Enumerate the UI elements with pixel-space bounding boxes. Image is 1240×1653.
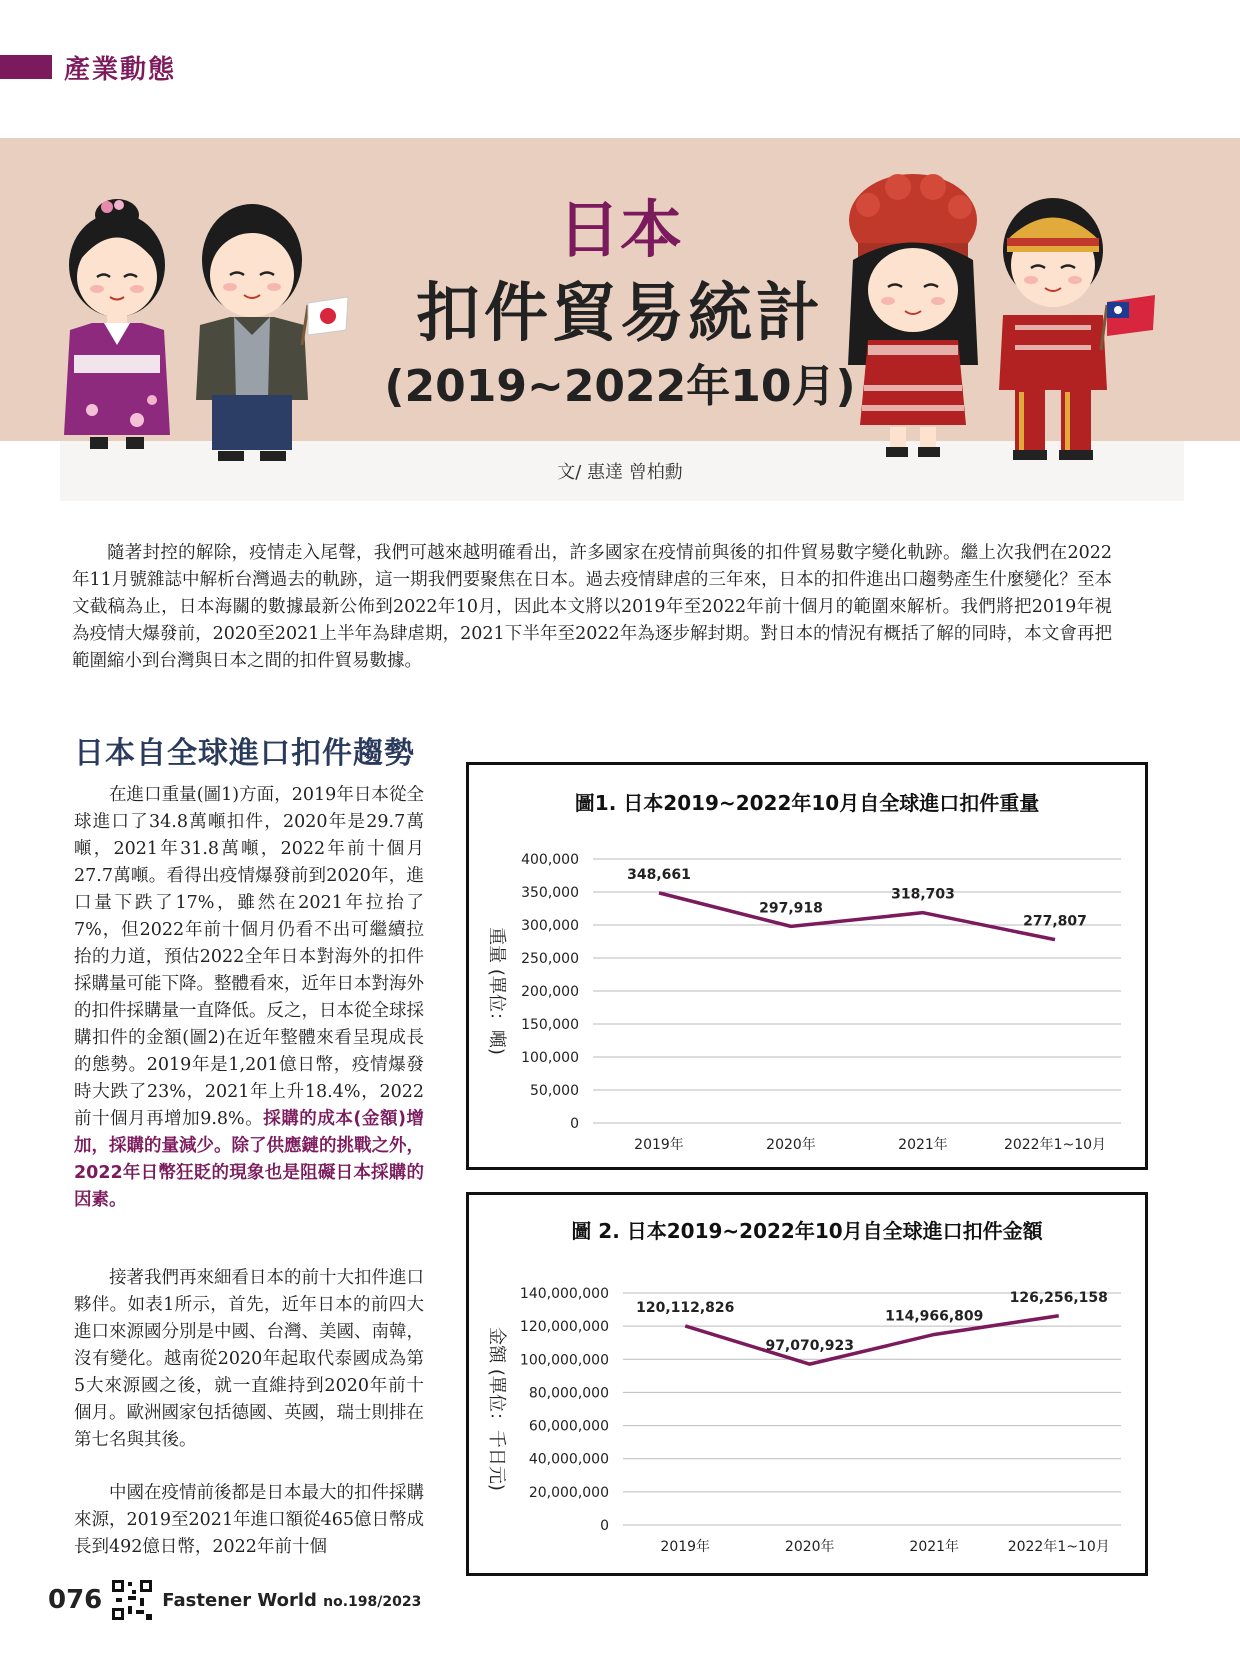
- y-tick-label: 100,000,000: [519, 1352, 609, 1369]
- intro-paragraph: 隨著封控的解除，疫情走入尾聲，我們可越來越明確看出，許多國家在疫情前與後的扣件貿易數字變化軌跡。繼上次我們在2022年11月號雜誌中解析台灣過去的軌跡，這一期我們要聚焦在日本。過去疫情肆虐的三年來，日本的扣件進出口趨勢產生什麼變化？至本文截稿為止，日本海關的數據最新公佈到2022年10月，因此本文將以2019年至2022年前十個月的範圍來解析。我們將把2019年視為疫情大爆發前，2020至2021上半年為肆虐期，2021下半年至2022年為逐步解封期。對日本的情況有概括了解的同時，本文會再把範圍縮小到台灣與日本之間的扣件貿易數據。: [72, 543, 1112, 671]
- y-axis-label: 重量 (單位：噸): [486, 927, 507, 1055]
- paragraph-text: 在進口重量(圖1)方面，2019年日本從全球進口了34.8萬噸扣件，2020年是29.7萬噸，2021年31.8萬噸，2022年前十個月27.7萬噸。看得出疫情爆發前到2020年，進口量下跌了17%，雖然在2021年拉抬了7%，但2022年前十個月仍看不出可繼續拉抬的力道，預估2022全年日本對海外的扣件採購量可能下降。整體看來，近年日本對海外的扣件採購量一直降低。反之，日本從全球採購扣件的金額(圖2)在近年整體來看呈現成長的態勢。2019年是1,201億日幣，疫情爆發時大跌了23%，2021年上升18.4%，2022前十個月再增加9.8%。: [74, 785, 424, 1129]
- y-tick-label: 200,000: [521, 984, 579, 1000]
- y-tick-label: 250,000: [521, 951, 579, 967]
- data-label: 348,661: [627, 866, 691, 883]
- x-tick-label: 2021年: [898, 1137, 948, 1153]
- chart-1-plot: [469, 765, 1145, 1167]
- y-axis-label: 金額 (單位：千日元): [486, 1327, 507, 1491]
- data-label: 297,918: [759, 900, 823, 917]
- article-column-1: [74, 782, 424, 1214]
- x-tick-label: 2022年1~10月: [1007, 1539, 1110, 1555]
- issue-number: no.198/2023: [323, 1593, 422, 1610]
- x-tick-label: 2019年: [634, 1137, 684, 1153]
- y-tick-label: 60,000,000: [528, 1418, 609, 1435]
- series-line: [685, 1316, 1059, 1364]
- chart-2-frame: [466, 1192, 1148, 1576]
- magazine-name: [162, 1590, 421, 1611]
- x-tick-label: 2020年: [766, 1137, 816, 1153]
- y-tick-label: 0: [600, 1518, 609, 1534]
- y-tick-label: 80,000,000: [528, 1385, 609, 1402]
- chart-2-title: 圖 2. 日本2019~2022年10月自全球進口扣件金額: [571, 1219, 1043, 1243]
- y-tick-label: 50,000: [530, 1083, 579, 1099]
- data-label: 318,703: [891, 886, 955, 903]
- y-tick-label: 40,000,000: [528, 1451, 609, 1468]
- y-tick-label: 300,000: [521, 918, 579, 934]
- x-tick-label: 2019年: [660, 1539, 711, 1555]
- page-number: 076: [48, 1585, 103, 1615]
- data-label: 97,070,923: [765, 1338, 855, 1355]
- article-paragraph: 中國在疫情前後都是日本最大的扣件採購來源，2019至2021年進口額從465億日幣成長到492億日幣，2022年前十個: [74, 1483, 424, 1557]
- y-tick-label: 120,000,000: [519, 1319, 609, 1336]
- article-column-2: [74, 1265, 424, 1454]
- y-tick-label: 20,000,000: [528, 1484, 609, 1501]
- chart-2-plot: [469, 1195, 1145, 1573]
- highlighted-text: 採購的成本(金額)增加，採購的量減少。除了供應鏈的挑戰之外，2022年日幣狂貶的現象也是阻礙日本採購的因素。: [74, 1109, 424, 1210]
- article-column-3: [74, 1480, 424, 1561]
- title-line-3: (2019~2022年10月): [384, 361, 856, 412]
- author-byline: 文/ 惠達 曾柏勳: [557, 462, 683, 483]
- article-paragraph: 接著我們再來細看日本的前十大扣件進口夥伴。如表1所示，首先，近年日本的前四大進口來源國分別是中國、台灣、美國、南韓，沒有變化。越南從2020年起取代泰國成為第5大來源國之後，就一直維持到2020年前十個月。歐洲國家包括德國、英國，瑞士則排在第七名與其後。: [74, 1268, 424, 1450]
- x-tick-label: 2020年: [784, 1539, 835, 1555]
- y-tick-label: 100,000: [521, 1050, 579, 1066]
- y-tick-label: 140,000,000: [519, 1286, 609, 1302]
- section-heading: 日本自全球進口扣件趨勢: [74, 736, 415, 771]
- y-tick-label: 150,000: [521, 1017, 579, 1033]
- title-line-1: 日本: [557, 193, 682, 266]
- y-tick-label: 400,000: [521, 852, 579, 868]
- x-tick-label: 2021年: [909, 1539, 960, 1555]
- section-bar: [0, 55, 52, 79]
- series-line: [659, 893, 1055, 940]
- section-label: 產業動態: [64, 54, 177, 85]
- article-paragraph: [74, 782, 424, 1214]
- page-footer: [48, 1578, 421, 1622]
- data-label: 126,256,158: [1009, 1289, 1108, 1306]
- data-label: 120,112,826: [636, 1299, 735, 1316]
- data-label: 277,807: [1023, 913, 1087, 930]
- x-tick-label: 2022年1~10月: [1003, 1137, 1107, 1153]
- chart-1-frame: [466, 762, 1148, 1170]
- magazine-title: Fastener World: [162, 1589, 317, 1611]
- section-tag: [0, 50, 176, 84]
- y-tick-label: 0: [570, 1116, 579, 1132]
- y-tick-label: 350,000: [521, 885, 579, 901]
- title-line-2: 扣件貿易統計: [416, 277, 824, 351]
- chart-1-title: 圖1. 日本2019~2022年10月自全球進口扣件重量: [574, 791, 1040, 815]
- qr-code-icon: [110, 1578, 154, 1622]
- data-label: 114,966,809: [885, 1308, 984, 1325]
